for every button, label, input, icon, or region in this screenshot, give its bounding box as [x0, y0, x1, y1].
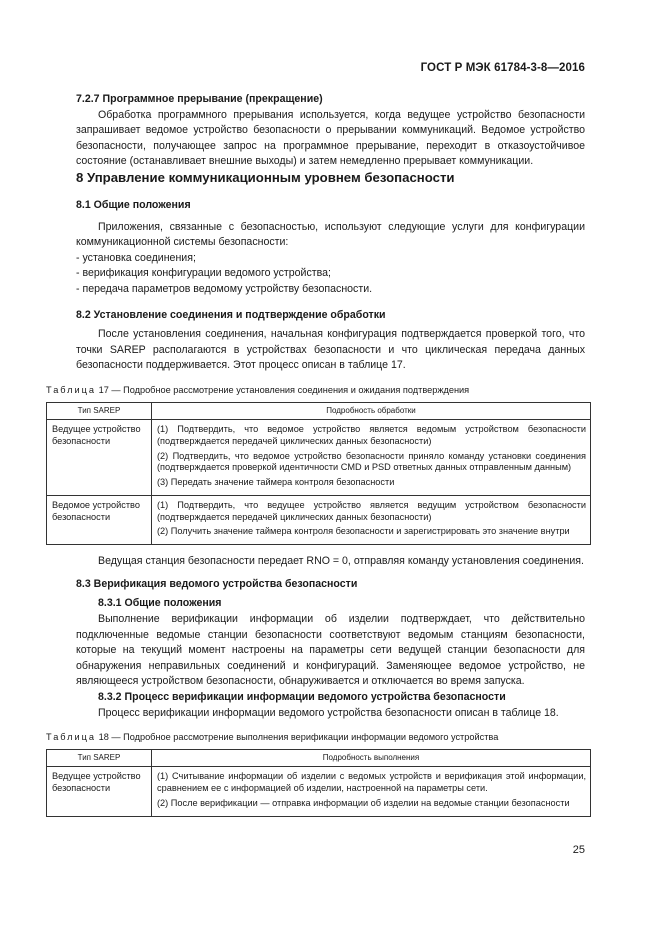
page-body	[46, 92, 586, 817]
document-code-header: ГОСТ Р МЭК 61784-3-8—2016	[420, 62, 585, 74]
table-row	[47, 419, 591, 495]
table-cell-detail	[152, 767, 591, 816]
table-18-header-type: Тип SAREP	[47, 750, 152, 767]
section-81-title: 8.1 Общие положения	[76, 198, 191, 211]
section-82-title: 8.2 Установление соединения и подтверждение обработки	[76, 308, 386, 321]
table-17-caption-label: Таблица	[46, 384, 97, 395]
section-83-title: 8.3 Верификация ведомого устройства безопасности	[76, 577, 358, 590]
table-18	[46, 749, 591, 816]
section-831-title: 8.3.1 Общие положения	[98, 597, 222, 610]
table-cell-detail	[152, 419, 591, 495]
table-17-caption-text: 17 — Подробное рассмотрение установления соединения и ожидания подтверждения	[96, 384, 470, 395]
table-cell-item: (3) Передать значение таймера контроля безопасности	[157, 477, 395, 488]
list-item: - установка соединения;	[76, 251, 196, 264]
section-832-paragraph: Процесс верификации информации ведомого устройства безопасности описан в таблице 18.	[98, 706, 559, 719]
table-cell-detail	[152, 495, 591, 544]
table-cell-item: (2) Получить значение таймера контроля безопасности и зарегистрировать это значение внутри	[157, 526, 570, 537]
table-cell-item: (1) Считывание информации об изделии с ведомых устройств и верификация этой информации, сравнением ее с информацией об изделии, настроенной на параметры сети.	[157, 771, 586, 794]
after-table-17-paragraph: Ведущая станция безопасности передает RNO = 0, отправляя команду установления соединения.	[98, 555, 584, 568]
table-row	[47, 767, 591, 816]
table-17-header-type: Тип SAREP	[47, 402, 152, 419]
table-17	[46, 402, 591, 545]
table-17-header-detail: Подробность обработки	[152, 402, 591, 419]
section-727-title: 7.2.7 Программное прерывание (прекращение)	[76, 93, 323, 105]
table-18-caption-text: 18 — Подробное рассмотрение выполнения верификации информации ведомого устройства	[96, 732, 499, 743]
table-17-caption	[46, 384, 591, 396]
table-row	[47, 495, 591, 544]
section-82-paragraph: После установления соединения, начальная конфигурация подтверждается проверкой того, что точки SAREP располагаются в устройствах безопасности и что циклическая передача данных безопасности поддерживается. Этот процесс описан в таблице 17.	[76, 328, 585, 372]
table-cell-type: Ведущее устройство безопасности	[47, 419, 152, 495]
table-cell-item: (1) Подтвердить, что ведомое устройство является ведомым устройством безопасности (подтверждается передачей циклических данных безопасности)	[157, 423, 586, 446]
table-cell-item: (2) Подтвердить, что ведомое устройство безопасности приняло команду установки соединения (подтверждается проверкой идентичности CMD и PSD ответных данных отправленным данным)	[157, 450, 586, 473]
section-831-paragraph: Выполнение верификации информации об изделии подтверждает, что действительно подключенные ведомые станции безопасности соответствуют ведомым станциям безопасности, которые на текущий момент настроены на параметры сети ведущей станции безопасности для обнаружения неправильных соединений и конфигураций. Заменяющее ведомое устройство, не являющееся устройством безопасности, обнаруживается и отключается во время запуска.	[76, 613, 585, 688]
section-832-title: 8.3.2 Процесс верификации информации ведомого устройства безопасности	[98, 691, 506, 704]
table-cell-type: Ведомое устройство безопасности	[47, 495, 152, 544]
table-18-caption-label: Таблица	[46, 732, 97, 743]
table-18-caption	[46, 731, 591, 743]
section-727-paragraph: Обработка программного прерывания используется, когда ведущее устройство безопасности запрашивает ведомое устройство безопасности о прерывании коммуникаций. Ведомое устройство безопасности, получающее запрос на программное прерывание, переходит в отказоустойчивое состояние (останавливает внешние выходы) и затем немедленно прерывает коммуникации.	[76, 108, 585, 168]
list-item: - передача параметров ведомому устройству безопасности.	[76, 282, 373, 295]
section-81-paragraph: Приложения, связанные с безопасностью, используют следующие услуги для конфигурации коммуникационной системы безопасности:	[76, 220, 585, 249]
list-item: - верификация конфигурации ведомого устройства;	[76, 267, 331, 280]
table-18-header-detail: Подробность выполнения	[152, 750, 591, 767]
table-cell-type: Ведущее устройство безопасности	[47, 767, 152, 816]
table-cell-item: (2) После верификации — отправка информации об изделии на ведомые станции безопасности	[157, 797, 570, 808]
section-8-title: 8 Управление коммуникационным уровнем безопасности	[76, 169, 455, 185]
table-cell-item: (1) Подтвердить, что ведущее устройство является ведущим устройством безопасности (подтверждается передачей циклических данных безопасности)	[157, 499, 586, 522]
page-number: 25	[572, 844, 585, 856]
